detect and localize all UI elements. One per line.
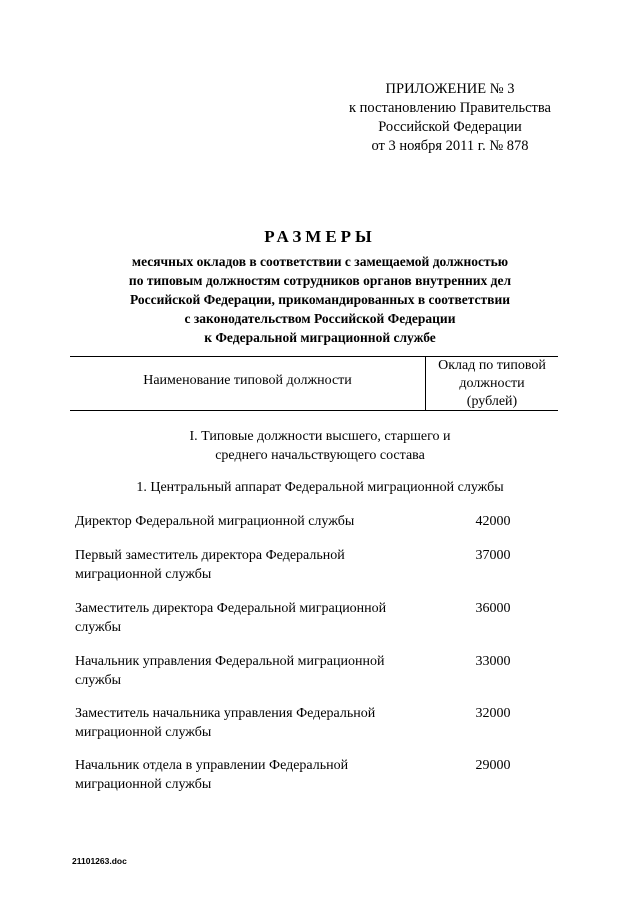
subtitle-line-1: месячных окладов в соответствии с замещаемой должностью xyxy=(131,254,509,269)
subtitle-line-5: к Федеральной миграционной службе xyxy=(204,330,436,345)
table-row xyxy=(75,546,555,586)
position-name-line: Начальник управления Федеральной миграционной xyxy=(75,654,385,669)
table-row xyxy=(75,756,555,796)
salary-value: 29000 xyxy=(475,758,511,773)
appendix-title: ПРИЛОЖЕНИЕ № 3 xyxy=(385,81,515,97)
salary-value: 33000 xyxy=(475,654,511,669)
position-name-line: Директор Федеральной миграционной службы xyxy=(75,514,355,529)
subtitle-line-2: по типовым должностям сотрудников органов внутренних дел xyxy=(128,273,512,288)
position-name-line: службы xyxy=(75,673,122,688)
appendix-line-1: к постановлению Правительства xyxy=(349,100,551,116)
column-header-salary-line-1: Оклад по типовой xyxy=(438,358,546,373)
table-row xyxy=(75,652,555,692)
subsection-heading: 1. Центральный аппарат Федеральной миграционной службы xyxy=(136,480,504,495)
position-name-line: Начальник отдела в управлении Федеральной xyxy=(75,758,349,773)
salary-value: 36000 xyxy=(475,601,511,616)
table-row xyxy=(75,599,555,639)
position-name xyxy=(75,704,435,742)
table-row xyxy=(75,704,555,744)
position-name-line: миграционной службы xyxy=(75,725,212,740)
position-name xyxy=(75,599,435,637)
section-heading-line-1: I. Типовые должности высшего, старшего и xyxy=(189,429,451,444)
position-name-line: службы xyxy=(75,620,122,635)
appendix-line-2: Российской Федерации xyxy=(378,119,522,135)
column-header-salary xyxy=(426,357,558,411)
salary-value: 42000 xyxy=(475,514,511,529)
appendix-block xyxy=(300,80,600,160)
position-name xyxy=(75,512,435,531)
position-name xyxy=(75,546,435,584)
file-name-footer: 21101263.doc xyxy=(72,856,127,866)
document-title: РАЗМЕРЫ xyxy=(264,227,376,246)
subtitle-line-3: Российской Федерации, прикомандированных в соответствии xyxy=(129,292,510,307)
position-name-line: Первый заместитель директора Федеральной xyxy=(75,548,345,563)
column-header-salary-line-3: (рублей) xyxy=(466,394,518,409)
column-header-salary-line-2: должности xyxy=(459,376,525,391)
position-name-line: миграционной службы xyxy=(75,567,212,582)
position-name-line: Заместитель начальника управления Федеральной xyxy=(75,706,376,721)
subtitle-line-4: с законодательством Российской Федерации xyxy=(184,311,456,326)
column-header-position: Наименование типовой должности xyxy=(143,373,352,388)
section-heading-line-2: среднего начальствующего состава xyxy=(215,448,425,463)
position-name-line: Заместитель директора Федеральной миграционной xyxy=(75,601,387,616)
salary-value: 32000 xyxy=(475,706,511,721)
salary-value: 37000 xyxy=(475,548,511,563)
appendix-line-3: от 3 ноября 2011 г. № 878 xyxy=(371,138,529,154)
position-name xyxy=(75,756,435,794)
position-name-line: миграционной службы xyxy=(75,777,212,792)
position-name xyxy=(75,652,435,690)
